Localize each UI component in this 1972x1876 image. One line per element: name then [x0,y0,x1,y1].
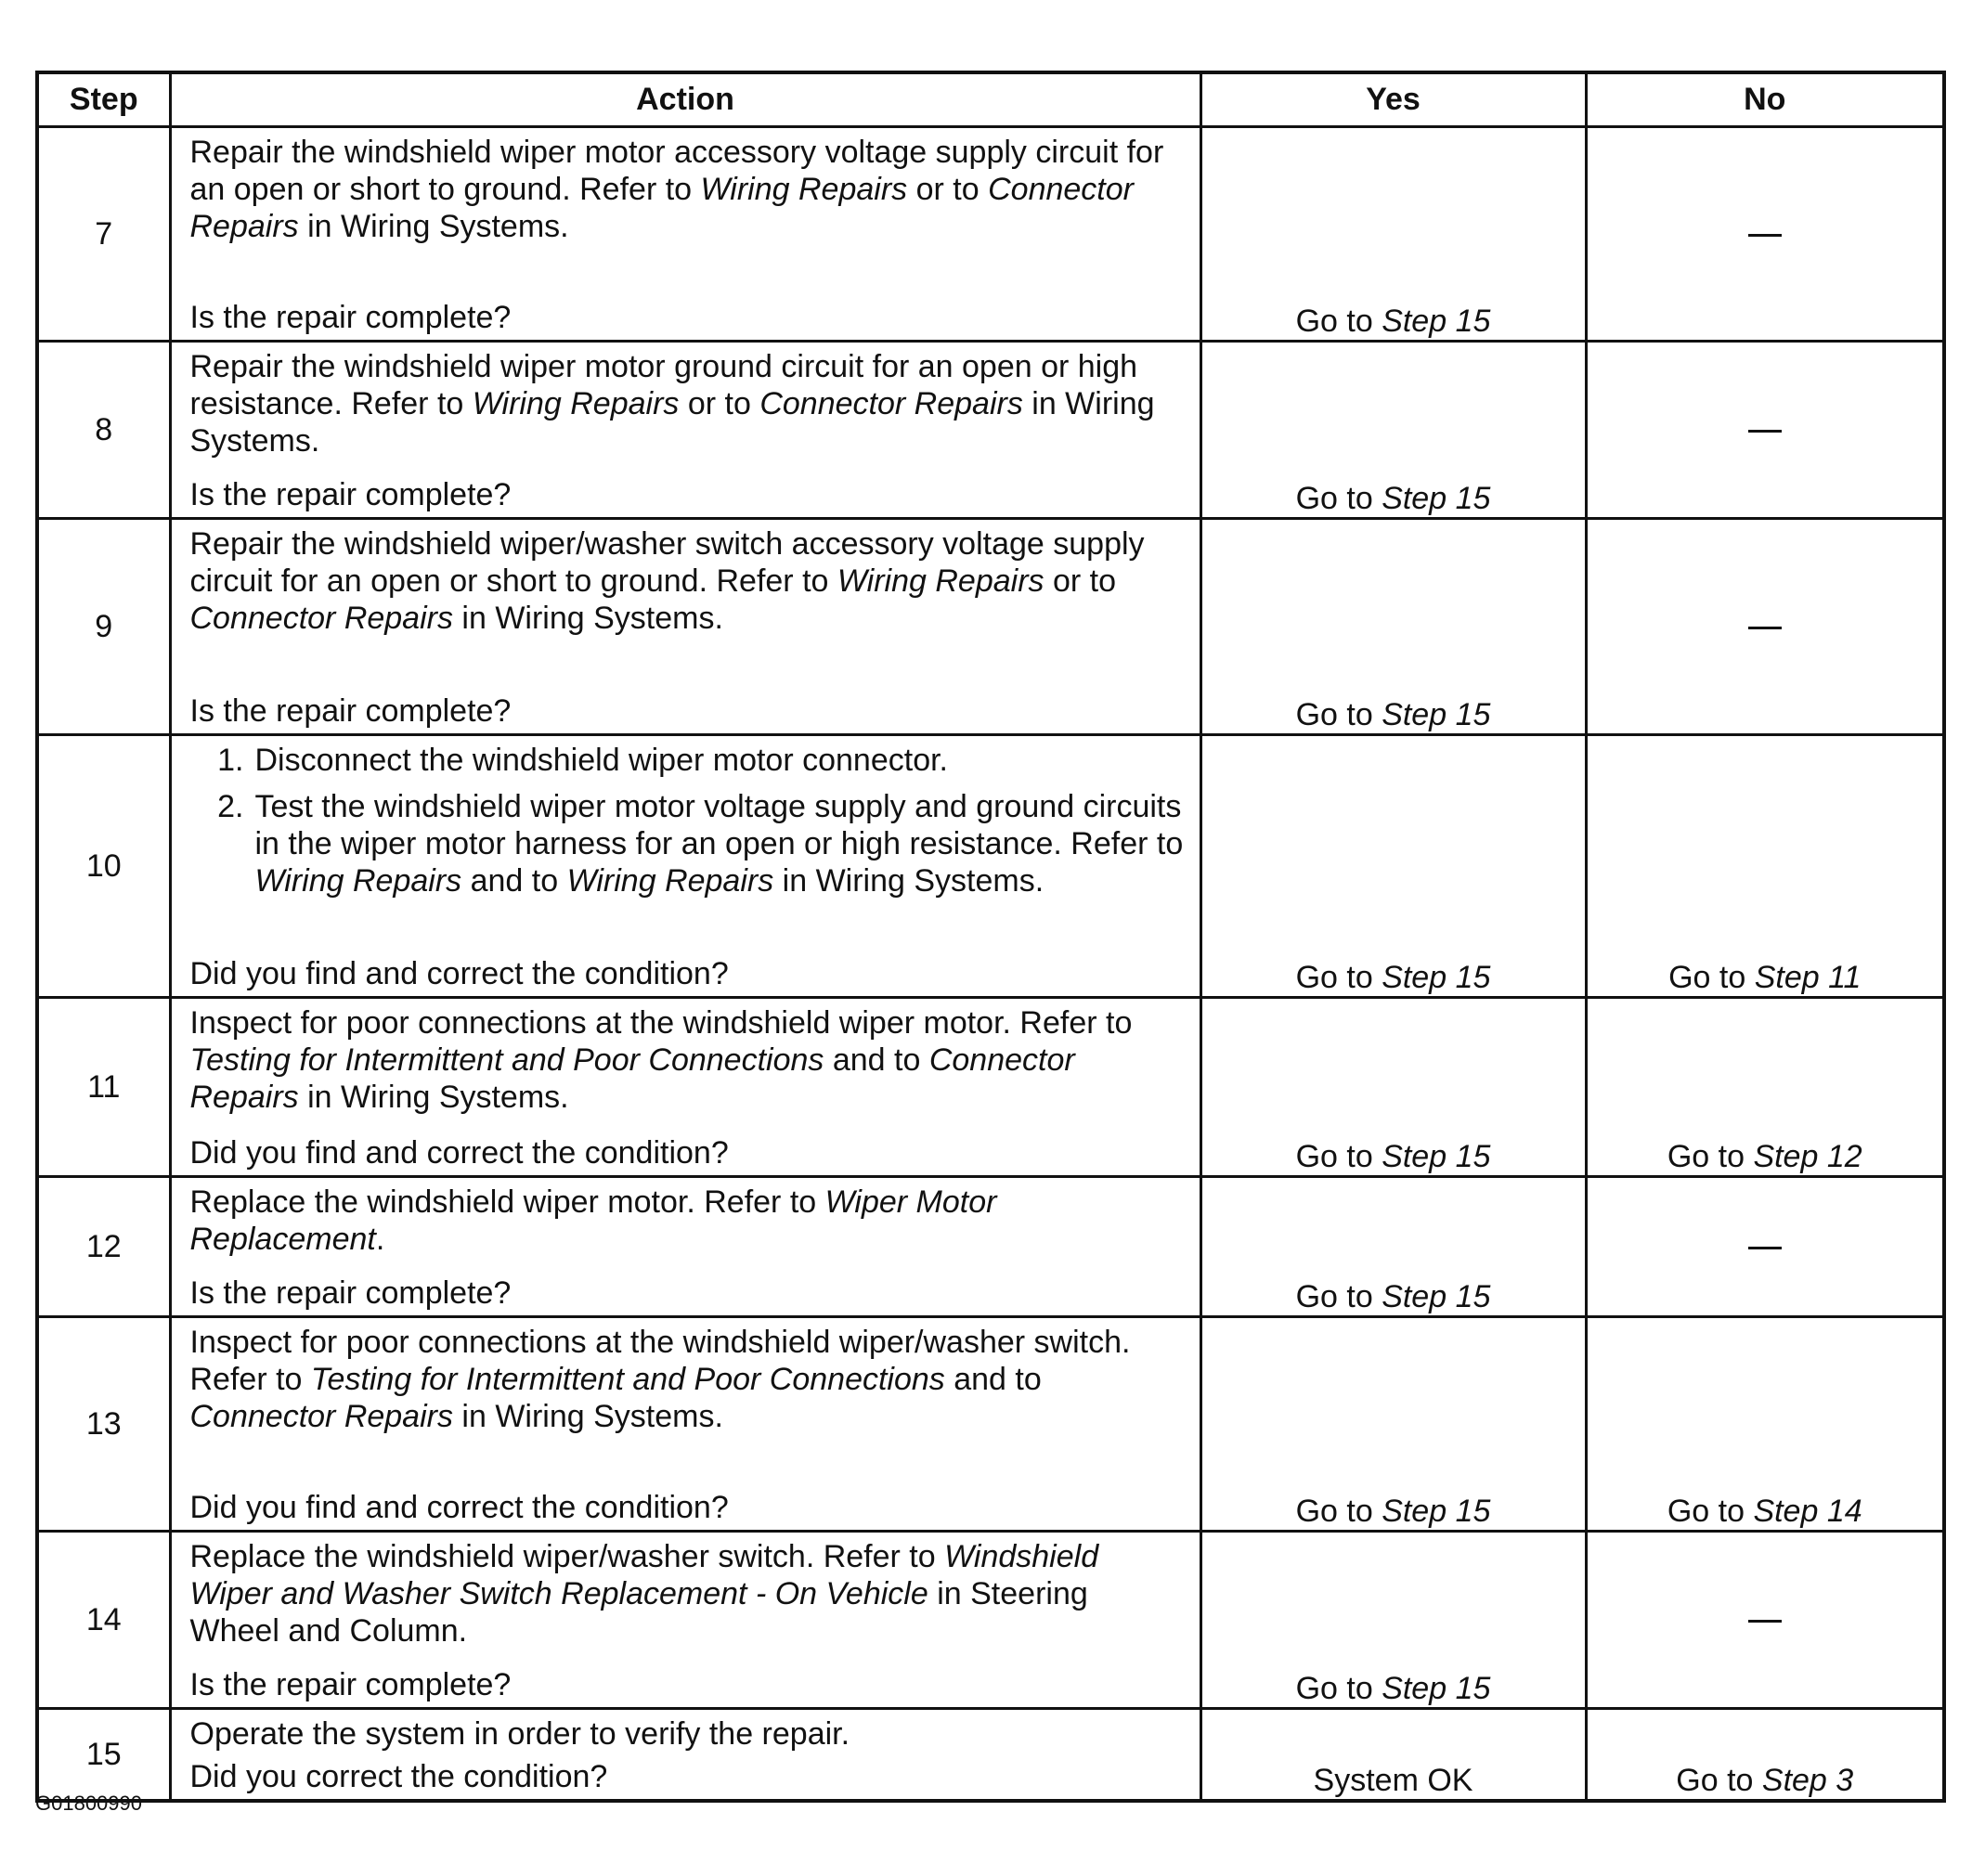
action-question: Did you find and correct the condition? [189,956,729,991]
yes-cell [1200,735,1586,998]
action-cell [170,127,1200,342]
header-step: Step [37,72,170,127]
action-text: or to [679,386,760,421]
goto-prefix: Go to [1667,1494,1754,1529]
step-number: 8 [37,342,170,519]
goto-step-link: Step 15 [1382,960,1491,995]
table-row [37,127,1944,342]
action-instructions [190,525,1185,637]
action-instructions [190,1184,1185,1258]
goto-prefix: Go to [1295,697,1382,732]
step-number: 12 [37,1177,170,1317]
action-instructions [190,134,1185,245]
outcome-text: System OK [1313,1763,1473,1798]
action-text: Inspect for poor connections at the windshield wiper/washer switch. Refer to [189,1325,1131,1397]
reference-text: Wiper Motor Replacement [189,1184,997,1257]
reference-text: Windshield Wiper and Washer Switch Replacement - On Vehicle [189,1539,1099,1611]
no-cell [1586,1317,1944,1532]
substep-number: 2. [217,789,244,824]
action-cell [170,1177,1200,1317]
action-instructions [190,1324,1185,1435]
reference-text: Testing for Intermittent and Poor Connections [189,1042,824,1078]
action-text: and to [944,1362,1042,1397]
reference-text: Connector Repairs [189,1042,1075,1115]
goto-step-link: Step 15 [1382,1139,1491,1174]
dash-mark [1748,234,1782,237]
reference-text: Connector Repairs [759,386,1023,421]
action-text: Disconnect the windshield wiper motor connector. [254,743,948,778]
diagnostic-table [35,71,1946,1803]
table-row [37,1532,1944,1709]
step-number: 13 [37,1317,170,1532]
action-text: and to [824,1042,929,1078]
yes-cell [1200,1709,1586,1802]
header-action: Action [170,72,1200,127]
goto-prefix: Go to [1295,960,1382,995]
step-number: 15 [37,1709,170,1802]
action-instructions [190,1538,1185,1650]
action-instructions [190,1715,1185,1753]
no-cell [1586,519,1944,735]
step-number: 7 [37,127,170,342]
action-instructions [190,1004,1185,1116]
yes-cell [1200,519,1586,735]
no-cell [1586,735,1944,998]
action-text: in Wiring Systems. [773,863,1044,899]
goto-step-link: Step 15 [1382,1671,1491,1706]
substep-list [190,742,1185,899]
table-row [37,1709,1944,1802]
action-question: Is the repair complete? [189,693,512,729]
action-text: Test the windshield wiper motor voltage supply and ground circuits in the wiper motor harness for an open or high resistance. Refer to [254,789,1184,861]
action-text: Replace the windshield wiper motor. Refer to [189,1184,825,1220]
reference-text: Connector Repairs [189,172,1134,244]
table-row [37,735,1944,998]
goto-prefix: Go to [1295,1139,1382,1174]
yes-cell [1200,1177,1586,1317]
step-number: 9 [37,519,170,735]
action-cell [170,735,1200,998]
table-header-row [37,72,1944,127]
action-text: in Wiring Systems. [298,209,569,244]
table-row [37,342,1944,519]
action-question: Did you correct the condition? [189,1759,608,1794]
yes-cell [1200,342,1586,519]
substep-item [217,788,1185,899]
action-text: or to [1044,563,1117,599]
no-cell [1586,342,1944,519]
action-text: Operate the system in order to verify the repair. [189,1716,850,1752]
no-cell [1586,1709,1944,1802]
dash-mark [1748,1620,1782,1623]
reference-text: Connector Repairs [189,601,453,636]
no-cell [1586,127,1944,342]
goto-step-link: Step 14 [1753,1494,1862,1529]
action-text: Repair the windshield wiper motor ground circuit for an open or high resistance. Refer to [189,349,1138,421]
action-text: Repair the windshield wiper/washer switch accessory voltage supply circuit for an open or short to ground. Refer to [189,526,1145,599]
action-text: in Wiring Systems. [189,386,1155,459]
action-text: in Wiring Systems. [452,1399,723,1434]
action-text: Replace the windshield wiper/washer switch. Refer to [189,1539,945,1574]
reference-text: Testing for Intermittent and Poor Connections [310,1362,945,1397]
dash-mark [1748,1247,1782,1249]
table-row [37,1317,1944,1532]
substep-number: 1. [217,743,244,778]
reference-text: Connector Repairs [189,1399,453,1434]
action-cell [170,998,1200,1177]
action-cell [170,1709,1200,1802]
table-row [37,519,1944,735]
step-number: 14 [37,1532,170,1709]
action-text: . [375,1222,385,1257]
yes-cell [1200,1532,1586,1709]
goto-step-link: Step 15 [1382,1494,1491,1529]
action-text: in Steering Wheel and Column. [189,1576,1088,1649]
reference-text: Wiring Repairs [566,863,774,899]
substep-item [217,742,1185,779]
goto-step-link: Step 15 [1382,1279,1491,1314]
action-cell [170,1532,1200,1709]
goto-step-link: Step 3 [1761,1763,1854,1798]
action-text: and to [461,863,567,899]
goto-step-link: Step 15 [1382,697,1491,732]
step-number: 10 [37,735,170,998]
action-text: or to [907,172,989,207]
action-text: Repair the windshield wiper motor accessory voltage supply circuit for an open or short to ground. Refer to [189,135,1164,207]
action-question: Did you find and correct the condition? [189,1490,729,1525]
yes-cell [1200,1317,1586,1532]
action-instructions [190,742,1185,909]
goto-step-link: Step 12 [1753,1139,1862,1174]
goto-prefix: Go to [1295,304,1382,339]
goto-prefix: Go to [1295,481,1382,516]
action-cell [170,519,1200,735]
header-no: No [1586,72,1944,127]
yes-cell [1200,127,1586,342]
goto-prefix: Go to [1295,1279,1382,1314]
header-yes: Yes [1200,72,1586,127]
table-row [37,1177,1944,1317]
reference-text: Wiring Repairs [472,386,680,421]
action-text: in Wiring Systems. [298,1080,569,1115]
reference-text: Wiring Repairs [254,863,462,899]
goto-step-link: Step 15 [1382,304,1491,339]
figure-id: G01800990 [35,1792,142,1815]
table-row [37,998,1944,1177]
action-question: Did you find and correct the condition? [189,1135,729,1171]
action-text: Inspect for poor connections at the windshield wiper motor. Refer to [189,1005,1133,1041]
goto-prefix: Go to [1667,1139,1754,1174]
goto-step-link: Step 11 [1754,960,1862,995]
goto-prefix: Go to [1668,960,1755,995]
no-cell [1586,1177,1944,1317]
action-question: Is the repair complete? [189,477,512,512]
dash-mark [1748,627,1782,629]
no-cell [1586,998,1944,1177]
action-cell [170,342,1200,519]
goto-prefix: Go to [1295,1671,1382,1706]
goto-prefix: Go to [1295,1494,1382,1529]
action-question: Is the repair complete? [189,300,512,335]
step-number: 11 [37,998,170,1177]
table-body [37,127,1944,1802]
goto-prefix: Go to [1676,1763,1762,1798]
action-instructions [190,348,1185,459]
no-cell [1586,1532,1944,1709]
dash-mark [1748,430,1782,433]
reference-text: Wiring Repairs [700,172,908,207]
action-question: Is the repair complete? [189,1275,512,1311]
goto-step-link: Step 15 [1382,481,1491,516]
yes-cell [1200,998,1586,1177]
action-question: Is the repair complete? [189,1667,512,1702]
action-text: in Wiring Systems. [452,601,723,636]
action-cell [170,1317,1200,1532]
reference-text: Wiring Repairs [837,563,1044,599]
